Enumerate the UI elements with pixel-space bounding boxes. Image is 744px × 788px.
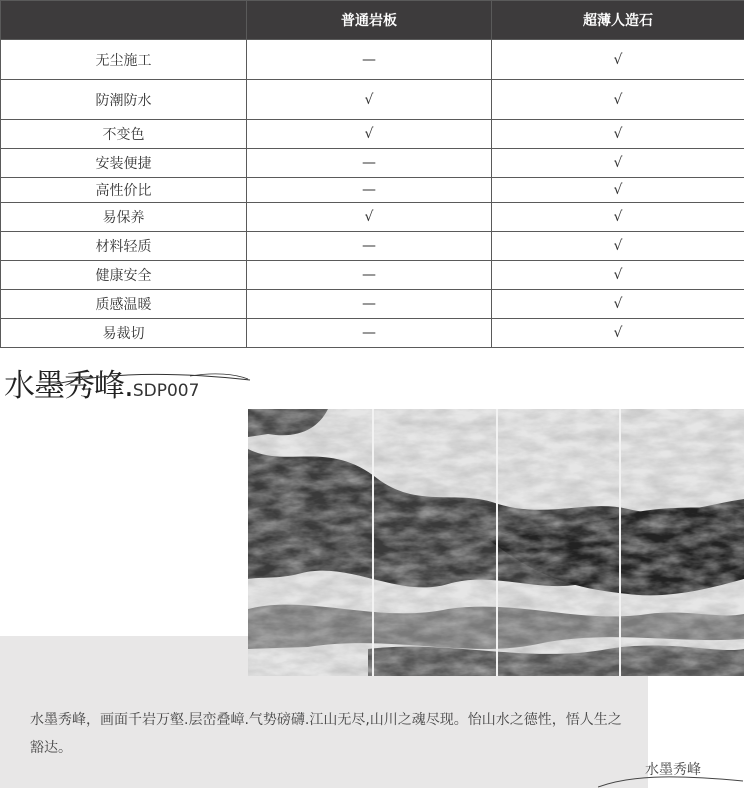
feature-cell: 材料轻质 bbox=[1, 232, 247, 261]
feature-cell: 易保养 bbox=[1, 203, 247, 232]
table-row bbox=[1, 80, 744, 120]
ordinary-mark: — bbox=[247, 40, 492, 80]
image-caption: 水墨秀峰 bbox=[645, 762, 701, 778]
table-row bbox=[1, 178, 744, 203]
ordinary-mark: — bbox=[247, 178, 492, 203]
ultrathin-mark: √ bbox=[492, 120, 744, 149]
table-row bbox=[1, 290, 744, 319]
ordinary-mark: — bbox=[247, 149, 492, 178]
ordinary-mark: — bbox=[247, 232, 492, 261]
header-cell-empty bbox=[1, 1, 247, 40]
feature-cell: 健康安全 bbox=[1, 261, 247, 290]
table-row bbox=[1, 149, 744, 178]
series-code: SDP007 bbox=[132, 381, 200, 401]
feature-cell: 安装便捷 bbox=[1, 149, 247, 178]
table-row bbox=[1, 319, 744, 348]
table-header-row bbox=[1, 1, 744, 40]
series-description: 水墨秀峰，画面千岩万壑.层峦叠嶂.气势磅礴.江山无尽,山川之魂尽现。怡山水之德性，悟人生之豁达。 bbox=[30, 712, 622, 756]
table-row bbox=[1, 203, 744, 232]
ultrathin-mark: √ bbox=[492, 149, 744, 178]
ultrathin-mark: √ bbox=[492, 80, 744, 120]
feature-cell: 高性价比 bbox=[1, 178, 247, 203]
table-row bbox=[1, 232, 744, 261]
table-row bbox=[1, 261, 744, 290]
ordinary-mark: √ bbox=[247, 203, 492, 232]
title-swoosh-decoration bbox=[40, 368, 252, 390]
comparison-table bbox=[0, 0, 744, 348]
caption-swoosh-decoration bbox=[598, 768, 744, 788]
marble-slab-image bbox=[248, 409, 744, 676]
header-cell-ordinary-slab: 普通岩板 bbox=[247, 1, 492, 40]
series-name: 水墨秀峰. bbox=[4, 368, 133, 404]
feature-cell: 质感温暖 bbox=[1, 290, 247, 319]
table-row bbox=[1, 40, 744, 80]
ultrathin-mark: √ bbox=[492, 319, 744, 348]
ultrathin-mark: √ bbox=[492, 290, 744, 319]
feature-cell: 易裁切 bbox=[1, 319, 247, 348]
header-cell-ultrathin-stone: 超薄人造石 bbox=[492, 1, 744, 40]
ultrathin-mark: √ bbox=[492, 178, 744, 203]
ultrathin-mark: √ bbox=[492, 232, 744, 261]
ordinary-mark: — bbox=[247, 261, 492, 290]
ordinary-mark: — bbox=[247, 319, 492, 348]
ultrathin-mark: √ bbox=[492, 261, 744, 290]
ultrathin-mark: √ bbox=[492, 203, 744, 232]
feature-cell: 无尘施工 bbox=[1, 40, 247, 80]
ordinary-mark: — bbox=[247, 290, 492, 319]
ultrathin-mark: √ bbox=[492, 40, 744, 80]
feature-cell: 防潮防水 bbox=[1, 80, 247, 120]
ordinary-mark: √ bbox=[247, 80, 492, 120]
feature-cell: 不变色 bbox=[1, 120, 247, 149]
ordinary-mark: √ bbox=[247, 120, 492, 149]
table-row bbox=[1, 120, 744, 149]
